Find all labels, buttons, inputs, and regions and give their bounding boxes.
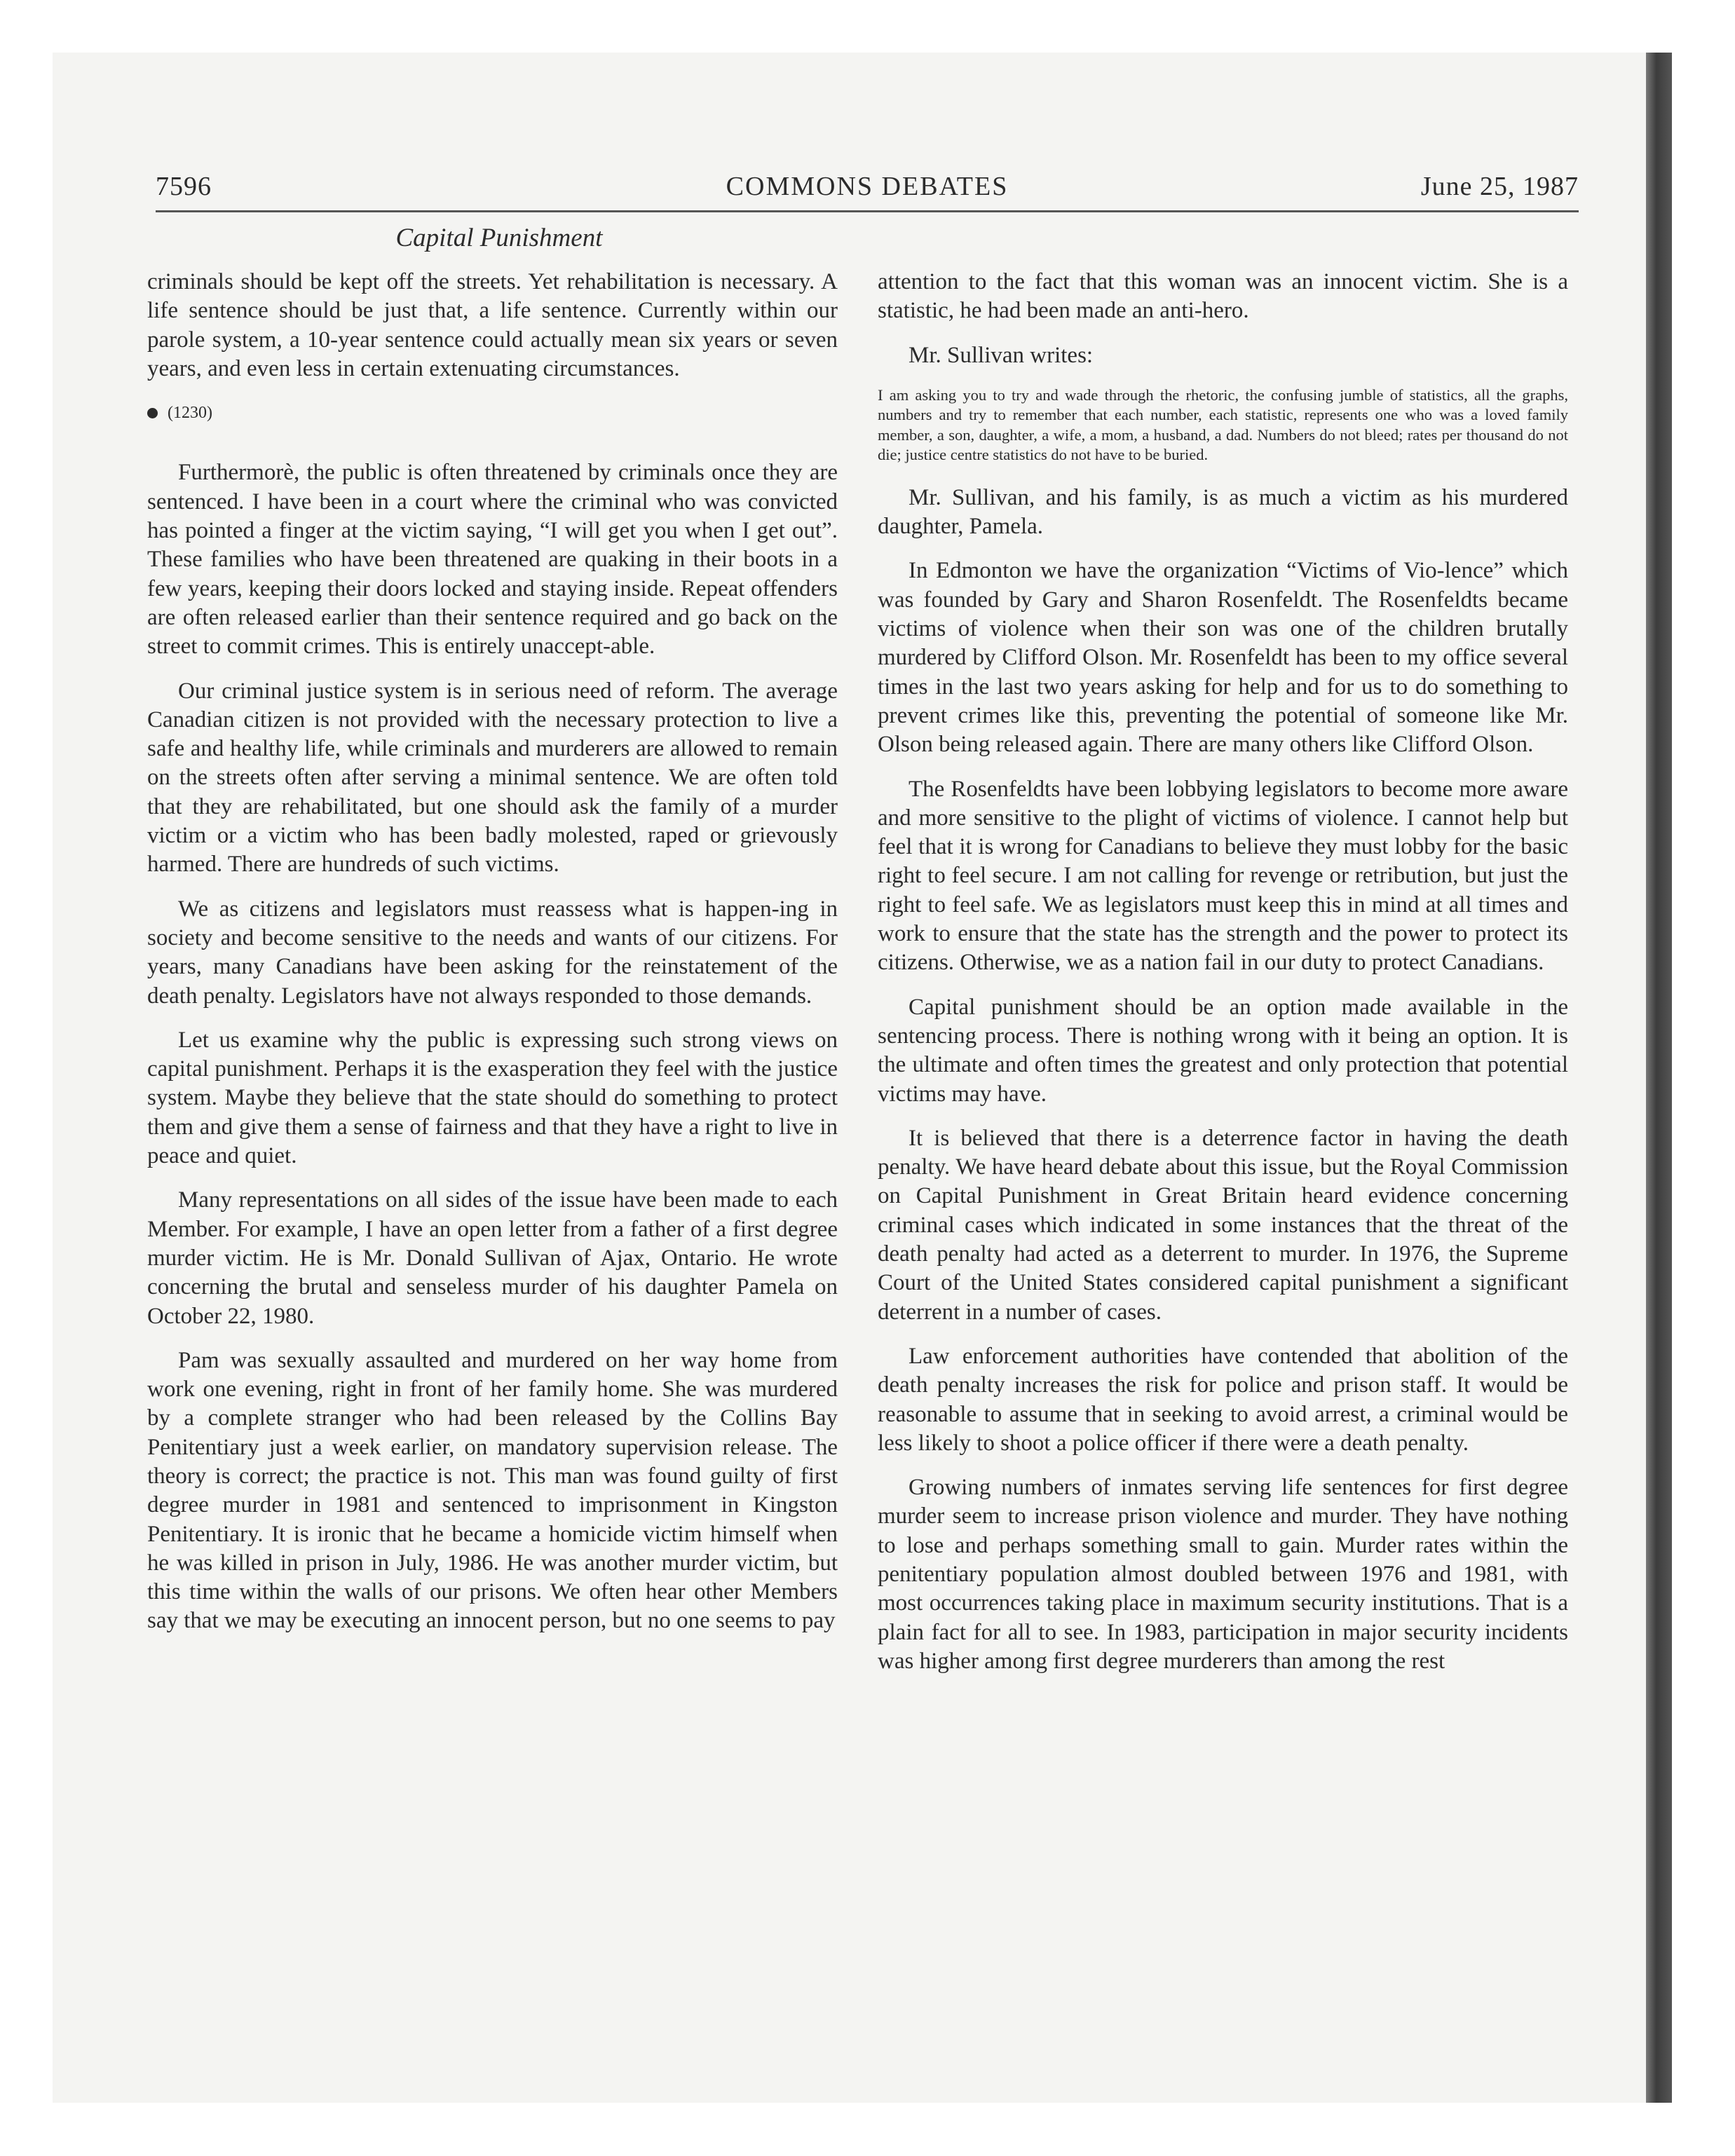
paragraph: Capital punishment should be an option made available in the sentencing process. There is nothing wrong with it being an option. It is the ultimate and often times the greatest and only protection that potential victims may have. [878, 994, 1568, 1107]
paragraph: attention to the fact that this woman was an innocent victim. She is a statistic, he had been made an anti-hero. [878, 269, 1568, 324]
paragraph: Furthermorè, the public is often threatened by criminals once they are sentenced. I have been in a court where the criminal who was convicted has pointed a finger at the victim saying, “I will get you when I get out”. These families who have been threatened are quaking in their boots in a few years, keeping their doors locked and staying inside. Repeat offenders are often released earlier than their sentence required and go back on the street to commit crimes. This is entirely unaccept-able. [147, 460, 838, 660]
timestamp-marker [147, 399, 838, 428]
bullet-icon [147, 408, 158, 418]
paragraph: criminals should be kept off the streets. Yet rehabilitation is necessary. A life sentence should be just that, a life sentence. Currently within our parole system, a 10-year sentence could actually mean six years or seven years, and even less in certain extenuating circumstances. [147, 269, 838, 381]
block-quote: I am asking you to try and wade through the rhetoric, the confusing jumble of statistics, all the graphs, numbers and try to remember that each number, each statistic, represents one who was a loved family member, a son, daughter, a wife, a mom, a husband, a dad. Numbers do not bleed; rates per thousand do not die; justice centre statistics do not have to be buried. [878, 386, 1568, 464]
paragraph: We as citizens and legislators must reassess what is happen-ing in society and become sensitive to the needs and wants of our citizens. For years, many Canadians have been asking for the reinstatement of the death penalty. Legislators have not always responded to those demands. [147, 896, 838, 1009]
right-column [878, 268, 1568, 1691]
paragraph: It is believed that there is a deterrence factor in having the death penalty. We have heard debate about this issue, but the Royal Commission on Capital Punishment in Great Britain heard evidence concerning criminal cases which indicated in some instances that the threat of the death penalty had acted as a deterrent to murder. In 1976, the Supreme Court of the United States considered capital punishment a significant deterrent in a number of cases. [878, 1125, 1568, 1325]
paragraph: Growing numbers of inmates serving life sentences for first degree murder seem to increase prison violence and murder. They have nothing to lose and perhaps something small to gain. Murder rates within the penitentiary population almost doubled between 1976 and 1981, with most occurrences taking place in maximum security institutions. That is a plain fact for all to see. In 1983, participation in major security incidents was higher among first degree murderers than among the rest [878, 1475, 1568, 1674]
paragraph: Many representations on all sides of the issue have been made to each Member. For example, I have an open letter from a father of a first degree murder victim. He is Mr. Donald Sullivan of Ajax, Ontario. He wrote concerning the brutal and senseless murder of his daughter Pamela on October 22, 1980. [147, 1187, 838, 1329]
timestamp-text: (1230) [168, 404, 212, 423]
paragraph: Our criminal justice system is in serious need of reform. The average Canadian citizen is not provided with the necessary protection to live a safe and healthy life, while criminals and murderers are allowed to remain on the streets often after serving a minimal sentence. We are often told that they are rehabilitated, but one should ask the family of a murder victim or a victim who has been badly molested, raped or grievously harmed. There are hundreds of such victims. [147, 678, 838, 878]
paragraph: Law enforcement authorities have contended that abolition of the death penalty increases the risk for police and prison staff. It would be reasonable to assume that in seeking to avoid arrest, a criminal would be less likely to shoot a police officer if there were a death penalty. [878, 1343, 1568, 1456]
left-column [147, 268, 838, 1651]
publication-title: COMMONS DEBATES [726, 172, 1009, 201]
page-header [156, 171, 1579, 212]
paragraph: Mr. Sullivan, and his family, is as much a victim as his murdered daughter, Pamela. [878, 484, 1568, 540]
publication-date: June 25, 1987 [1420, 172, 1579, 201]
page-number: 7596 [156, 172, 212, 201]
paragraph: In Edmonton we have the organization “Victims of Vio-lence” which was founded by Gary and Sharon Rosenfeldt. The Rosenfeldts became victims of violence when their son was one of the children brutally murdered by Clifford Olson. Mr. Rosenfeldt has been to my office several times in the last two years asking for help and for us to do something to prevent crimes like this, preventing the potential of someone like Mr. Olson being released again. There are many others like Clifford Olson. [878, 558, 1568, 758]
paragraph: Pam was sexually assaulted and murdered on her way home from work one evening, right in front of her family home. She was murdered by a complete stranger who had been released by the Collins Bay Penitentiary just a week earlier, on mandatory supervision release. The theory is correct; the practice is not. This man was found guilty of first degree murder in 1981 and sentenced to imprisonment in Kingston Penitentiary. It is ironic that he became a homicide victim himself when he was killed in prison in July, 1986. He was another murder victim, but this time within the walls of our prisons. We often hear other Members say that we may be executing an innocent person, but no one seems to pay [147, 1347, 838, 1634]
section-subject: Capital Punishment [395, 224, 603, 252]
paragraph: The Rosenfeldts have been lobbying legislators to become more aware and more sensitive to the plight of victims of violence. I cannot help but feel that it is wrong for Canadians to believe they must lobby for the basic right to feel secure. I am not calling for revenge or retribution, but just the right to feel safe. We as legislators must keep this in mind at all times and work to ensure that the state has the strength and the power to protect its citizens. Otherwise, we as a nation fail in our duty to protect Canadians. [878, 776, 1568, 976]
paragraph: Let us examine why the public is expressing such strong views on capital punishment. Perhaps it is the exasperation they feel with the justice system. Maybe they believe that the state should do something to protect them and give them a sense of fairness and that they have a right to live in peace and quiet. [147, 1027, 838, 1169]
paragraph: Mr. Sullivan writes: [909, 342, 1094, 368]
scan-edge-strip [1646, 53, 1672, 2103]
